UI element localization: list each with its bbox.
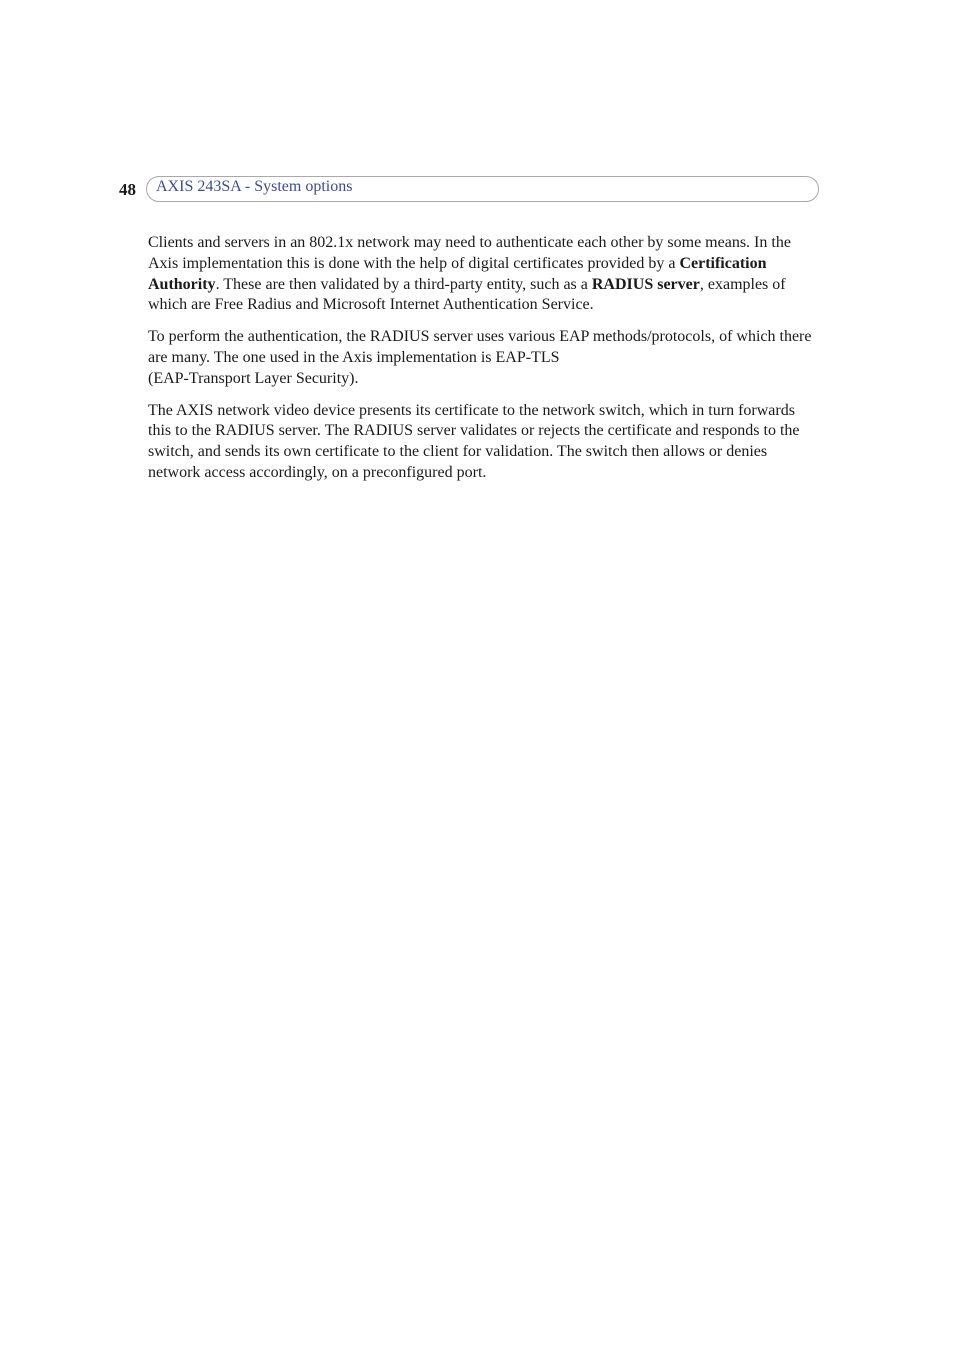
- term-radius-server: RADIUS server: [591, 275, 700, 293]
- page-number: 48: [119, 180, 136, 199]
- term-certification-authority: Certification Authority: [148, 254, 767, 293]
- page-header: [116, 176, 821, 204]
- header-title: AXIS 243SA - System options: [156, 178, 353, 195]
- paragraph-1: Clients and servers in an 802.1x network may need to authenticate each other by some means. In the Axis implementation this is done with the help of digital certificates provided by a Certification Authority. These are then validated by a third-party entity, such as a RADIUS server, examples of which are Free Radius and Microsoft Internet Authentication Service.: [148, 234, 791, 314]
- header-title-frame: [146, 176, 819, 202]
- paragraph-2: To perform the authentication, the RADIUS server uses various EAP methods/protocols, of which there are many. The one used in the Axis implementation is EAP-TLS (EAP-Transport Layer Security).: [148, 328, 812, 387]
- body-content: [148, 233, 820, 495]
- paragraph-3: The AXIS network video device presents its certificate to the network switch, which in turn forwards this to the RADIUS server. The RADIUS server validates or rejects the certificate and responds to the switch, and sends its own certificate to the client for validation. The switch then allows or denies network access accordingly, on a preconfigured port.: [148, 401, 800, 481]
